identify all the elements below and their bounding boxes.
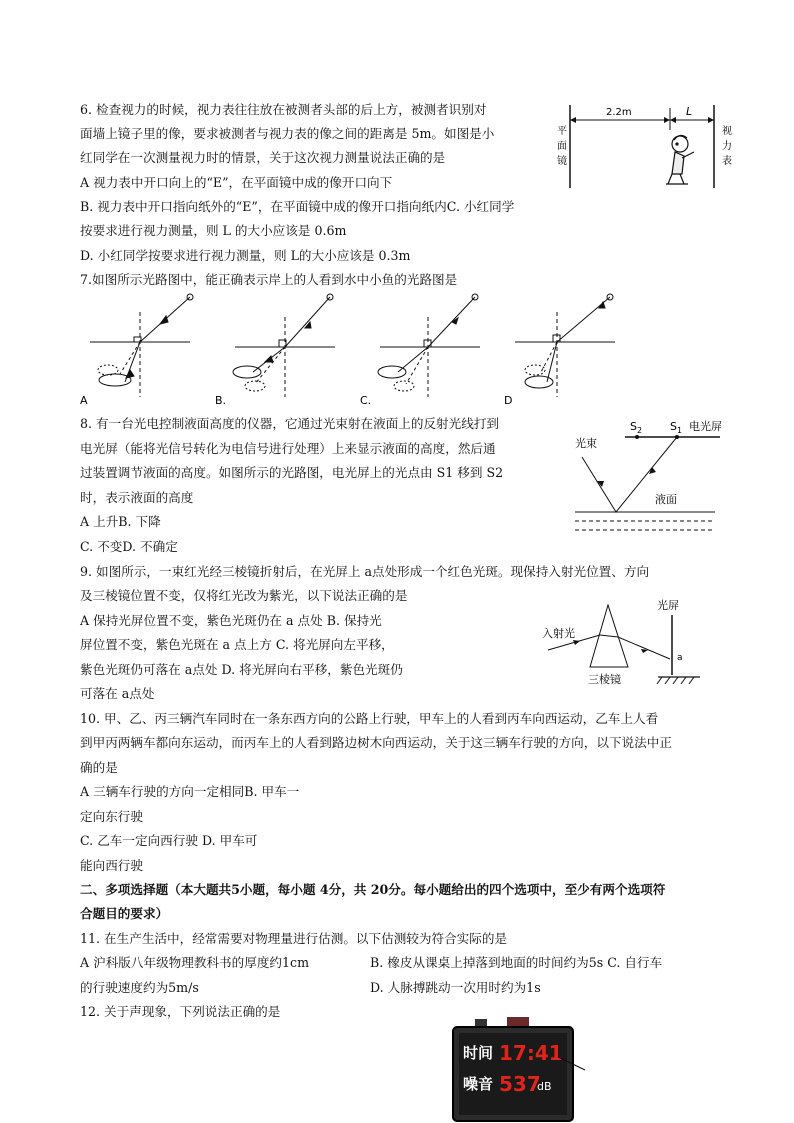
q6-fig-distance: 2.2m — [606, 107, 632, 118]
q6-option-a: A 视力表中开口向上的“E”，在平面镜中成的像开口向下 — [80, 175, 393, 190]
q8-fig-screen-label: 电光屏 — [689, 420, 722, 433]
q8-line-4: 时，表示液面的高度 — [80, 490, 194, 505]
q11-option-d: D. 人脉搏跳动一次用时约为1s — [370, 980, 541, 995]
q8-fig-s1: $S_1$ — [670, 420, 683, 435]
q11-option-a: A 沪科版八年级物理教科书的厚度约1cm — [80, 955, 310, 970]
person-illustration — [666, 135, 694, 184]
q12-time-label: 时间 — [463, 1044, 494, 1062]
q11-stem: 11. 在生产生活中，经常需要对物理量进行估测。以下估测较为符合实际的是 — [80, 931, 508, 946]
q10-line-4: A 三辆车行驶的方向一定相同B. 甲车一 — [80, 784, 300, 799]
q6-option-b: B. 视力表中开口指向纸外的“E”，在平面镜中成的像开口指向纸内C. 小红同学 — [80, 199, 515, 214]
q6-fig-mirror-3: 镜 — [557, 156, 567, 167]
q6-option-c: 按要求进行视力测量，则 L 的大小应该是 0.6m — [80, 223, 347, 238]
q9-line-6: 可落在 a点处 — [80, 686, 155, 701]
q7-diagram-a — [90, 294, 193, 397]
q6-figure — [556, 100, 746, 195]
q9-line-3: A 保持光屏位置不变，紫色光斑仍在 a 点处 B. 保持光 — [80, 613, 382, 628]
q6-line-2: 面墙上镜子里的像，要求被测者与视力表的像之间的距离是 5m。如图是小 — [80, 126, 495, 141]
q6-line-3: 红同学在一次测量视力时的情景，关于这次视力测量说法正确的是 — [80, 150, 446, 165]
q12-noise-label: 噪音 — [463, 1075, 494, 1093]
q7-diagram-c — [378, 294, 480, 397]
q9-fig-a-label: a — [677, 653, 683, 663]
q8-line-3: 过装置调节液面的高度。如图所示的光路图，电光屏上的光点由 S1 移到 S2 — [80, 465, 504, 480]
q8-options-cd: C. 不变D. 不确定 — [80, 539, 178, 554]
section-2-heading-line-2: 合题目的要求） — [80, 906, 169, 921]
q8-figure — [570, 415, 740, 540]
q12-noise-unit: dB — [537, 1080, 552, 1093]
q6-fig-chart-1: 视 — [722, 126, 732, 137]
q10-line-3: 确的是 — [80, 760, 118, 775]
q12-time-value: 17:41 — [499, 1041, 563, 1065]
q10-line-2: 到甲丙两辆车都向东运动，而丙车上的人看到路边树木向西运动，关于这三辆车行驶的方向，以下说法中正 — [80, 735, 672, 750]
q8-options-ab: A 上升B. 下降 — [80, 514, 161, 529]
q7-label-a: A — [80, 394, 88, 407]
q8-line-2: 电光屏（能将光信号转化为电信号进行处理）上来显示液面的高度，然后通 — [80, 441, 496, 456]
q9-figure — [540, 595, 715, 690]
q9-fig-prism-label: 三棱镜 — [588, 673, 621, 686]
q11-option-b: B. 橡皮从课桌上掉落到地面的时间约为5s C. 自行车 — [370, 955, 663, 970]
q7-stem: 7.如图所示光路图中，能正确表示岸上的人看到水中小鱼的光路图是 — [80, 272, 458, 287]
q11-option-c: 的行驶速度约为5m/s — [80, 980, 199, 995]
q9-line-2: 及三棱镜位置不变，仅将红光改为紫光，以下说法正确的是 — [80, 588, 408, 603]
q6-fig-l-label: L — [686, 105, 693, 118]
q10-line-7: 能向西行驶 — [80, 858, 143, 873]
q6-line-1: 6. 检查视力的时候，视力表往往放在被测者头部的后上方，被测者识别对 — [80, 102, 487, 117]
q7-diagram-d — [515, 294, 615, 397]
q6-fig-chart-3: 表 — [722, 156, 732, 167]
q9-line-1: 9. 如图所示，一束红光经三棱镜折射后，在光屏上 a点处形成一个红色光斑。现保持入射光位置、方向 — [80, 564, 650, 579]
q7-diagrams — [80, 292, 640, 407]
q10-line-6: C. 乙车一定向西行驶 D. 甲车可 — [80, 833, 258, 848]
q8-line-1: 8. 有一台光电控制液面高度的仪器，它通过光束射在液面上的反射光线打到 — [80, 416, 500, 431]
q10-line-5: 定向东行驶 — [80, 809, 143, 824]
q9-fig-incident-label: 入射光 — [542, 627, 575, 640]
q6-fig-mirror-2: 面 — [557, 141, 567, 152]
q12-stem: 12. 关于声现象，下列说法正确的是 — [80, 1004, 281, 1019]
q6-fig-mirror-1: 平 — [557, 126, 567, 137]
q7-label-c: C. — [360, 394, 372, 407]
q9-line-4: 屏位置不变，紫色光斑在 a 点上方 C. 将光屏向左平移， — [80, 637, 394, 652]
q6-option-d: D. 小红同学按要求进行视力测量，则 L的大小应该是 0.3m — [80, 248, 411, 263]
q9-fig-screen-label: 光屏 — [657, 599, 679, 612]
q7-label-d: D — [504, 394, 513, 407]
q8-fig-surface-label: 液面 — [655, 493, 677, 506]
q12-noise-value: 537 — [499, 1072, 541, 1096]
section-2-heading-line-1: 二、多项选择题（本大题共5小题，每小题 4分，共 20分。每小题给出的四个选项中，至少有两个选项符 — [80, 882, 666, 897]
q12-noise-meter — [445, 1015, 595, 1123]
q6-fig-chart-2: 力 — [722, 141, 732, 152]
q10-line-1: 10. 甲、乙、丙三辆汽车同时在一条东西方向的公路上行驶，甲车上的人看到丙车向西运动，乙车上人看 — [80, 711, 659, 726]
q7-label-b: B. — [215, 394, 227, 407]
q8-fig-s2: $S_2$ — [630, 420, 643, 435]
q9-line-5: 紫色光斑仍可落在 a点处 D. 将光屏向右平移，紫色光斑仍 — [80, 662, 403, 677]
q8-fig-beam-label: 光束 — [575, 437, 597, 450]
q7-diagram-b — [233, 294, 335, 397]
